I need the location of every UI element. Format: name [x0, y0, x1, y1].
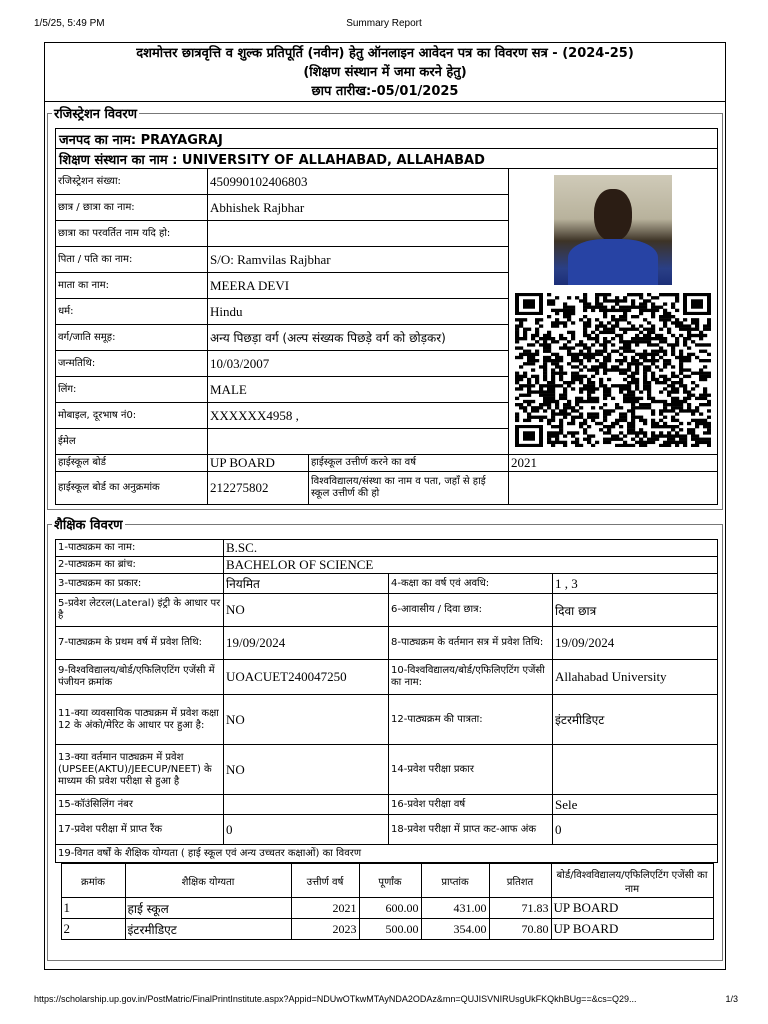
academic-label: 15-कॉउंसिलिंग नंबर: [56, 795, 224, 815]
academic-value: दिवा छात्र: [553, 594, 718, 627]
qual-cell: 354.00: [421, 919, 489, 940]
academic-label: 10-विश्वविद्यालय/बोर्ड/एफिलिएटिंग एजेंसी का नाम:: [389, 660, 553, 695]
academic-label: 13-क्या वर्तमान पाठ्यक्रम में प्रवेश (UPSEE(AKTU)/JEECUP/NEET) के माध्यम की प्रवेश परीक्षा से हुआ है: [56, 745, 224, 795]
qual-cell: 600.00: [359, 898, 421, 919]
academic-table: [55, 539, 718, 943]
branch-label: 2-पाठ्यक्रम का ब्रांच:: [56, 557, 224, 574]
qual-header: प्रतिशत: [489, 864, 551, 898]
title-divider: [44, 101, 726, 102]
academic-value: Sele: [553, 795, 718, 815]
print-page-number: 1/3: [725, 994, 738, 1004]
academic-value: NO: [224, 745, 389, 795]
academic-value: नियमित: [224, 574, 389, 594]
qual-header: क्रमांक: [61, 864, 125, 898]
course-name-label: 1-पाठ्यक्रम का नाम:: [56, 540, 224, 557]
qualification-wrap: [56, 863, 718, 944]
academic-label: 5-प्रवेश लेटरल(Lateral) इंट्री के आधार पर है: [56, 594, 224, 627]
qual-header: उत्तीर्ण वर्ष: [291, 864, 359, 898]
academic-value: NO: [224, 594, 389, 627]
reg-value: अन्य पिछड़ा वर्ग (अल्प संख्यक पिछड़े वर्ग को छोड़कर): [208, 325, 509, 351]
academic-label: 8-पाठ्यक्रम के वर्तमान सत्र में प्रवेश तिथि:: [389, 627, 553, 660]
qual-cell: 71.83: [489, 898, 551, 919]
photo-qr-cell: [509, 169, 718, 455]
document-title: [45, 44, 725, 101]
qual-cell: 2: [61, 919, 125, 940]
academic-legend: शैक्षिक विवरण: [54, 518, 123, 533]
reg-label: मोबाइल, दूरभाष नं0:: [56, 403, 208, 429]
academic-label: 11-क्या व्यवसायिक पाठ्यक्रम में प्रवेश कक्षा 12 के अंको/मेरिट के आधार पर हुआ है:: [56, 695, 224, 745]
qual-cell: 500.00: [359, 919, 421, 940]
academic-value: [224, 795, 389, 815]
academic-value: 1 , 3: [553, 574, 718, 594]
qual-cell: इंटरमीडिएट: [125, 919, 291, 940]
reg-label: धर्म:: [56, 299, 208, 325]
academic-label: 4-कक्षा का वर्ष एवं अवधि:: [389, 574, 553, 594]
qual-cell: UP BOARD: [551, 919, 713, 940]
title-line-1: दशमोत्तर छात्रवृत्ति व शुल्क प्रतिपूर्ति (नवीन) हेतु ऑनलाइन आवेदन पत्र का विवरण सत्र - (2024-25): [136, 46, 634, 61]
qualification-table: [61, 863, 714, 940]
academic-label: 7-पाठ्यक्रम के प्रथम वर्ष में प्रवेश तिथि:: [56, 627, 224, 660]
reg-value: [208, 429, 509, 455]
hs-board-label: हाईस्कूल बोर्ड: [56, 455, 208, 472]
qual-cell: 2021: [291, 898, 359, 919]
reg-value: 10/03/2007: [208, 351, 509, 377]
branch-value: BACHELOR OF SCIENCE: [224, 557, 718, 574]
qualification-caption: 19-विगत वर्षों के शैक्षिक योग्यता ( हाई स्कूल एवं अन्य उच्चतर कक्षाओं) का विवरण: [56, 845, 718, 863]
qual-header: बोर्ड/विश्वविद्यालय/एफिलिएटिंग एजेंसी का नाम: [551, 864, 713, 898]
academic-value: Allahabad University: [553, 660, 718, 695]
district-name: जनपद का नाम: PRAYAGRAJ: [56, 129, 718, 149]
reg-label: जन्मतिथि:: [56, 351, 208, 377]
academic-label: 9-विश्वविद्यालय/बोर्ड/एफिलिएटिंग एजेंसी में पंजीयन क्रमांक: [56, 660, 224, 695]
academic-value: 19/09/2024: [224, 627, 389, 660]
qual-header: पूर्णांक: [359, 864, 421, 898]
print-page-title: Summary Report: [346, 18, 422, 29]
course-name-value: B.SC.: [224, 540, 718, 557]
qual-header: प्राप्तांक: [421, 864, 489, 898]
reg-label: रजिस्ट्रेशन संख्या:: [56, 169, 208, 195]
table-row: [61, 919, 713, 940]
academic-value: इंटरमीडिएट: [553, 695, 718, 745]
academic-label: 14-प्रवेश परीक्षा प्रकार: [389, 745, 553, 795]
reg-value: XXXXXX4958 ,: [208, 403, 509, 429]
academic-label: 12-पाठ्यक्रम की पात्रता:: [389, 695, 553, 745]
student-photo: [554, 175, 672, 285]
qual-cell: 2023: [291, 919, 359, 940]
browser-print-header: [0, 18, 768, 32]
reg-label: वर्ग/जाति समूह:: [56, 325, 208, 351]
hs-inst-value: [509, 472, 718, 505]
qual-cell: 431.00: [421, 898, 489, 919]
academic-label: 3-पाठ्यक्रम का प्रकार:: [56, 574, 224, 594]
table-row: [61, 898, 713, 919]
institution-name: शिक्षण संस्थान का नाम : UNIVERSITY OF ALLAHABAD, ALLAHABAD: [56, 149, 718, 169]
reg-value: [208, 221, 509, 247]
reg-value: Hindu: [208, 299, 509, 325]
academic-value: UOACUET240047250: [224, 660, 389, 695]
hs-inst-label: विश्वविद्यालय/संस्था का नाम व पता, जहाँ से हाई स्कूल उत्तीर्ण की हो: [309, 472, 509, 505]
academic-label: 6-आवासीय / दिवा छात्र:: [389, 594, 553, 627]
reg-value: 450990102406803: [208, 169, 509, 195]
hs-board-value: UP BOARD: [208, 455, 309, 472]
qr-code-icon: [515, 293, 711, 447]
registration-table: [55, 128, 718, 505]
academic-value: NO: [224, 695, 389, 745]
academic-label: 18-प्रवेश परीक्षा में प्राप्त कट-आफ अंक: [389, 815, 553, 845]
academic-value: 0: [553, 815, 718, 845]
print-url: https://scholarship.up.gov.in/PostMatric/FinalPrintInstitute.aspx?Appid=NDUwOTkwMTAyNDA2ODAz&mn=QUJISVNIRUsgUkFKQkhBUg==&cs=Q29...: [34, 994, 637, 1004]
print-datetime: 1/5/25, 5:49 PM: [34, 18, 105, 29]
academic-label: 17-प्रवेश परीक्षा में प्राप्त रैंक: [56, 815, 224, 845]
reg-value: MALE: [208, 377, 509, 403]
reg-value: MEERA DEVI: [208, 273, 509, 299]
qual-cell: 70.80: [489, 919, 551, 940]
qual-cell: हाई स्कूल: [125, 898, 291, 919]
hs-year-label: हाईस्कूल उत्तीर्ण करने का वर्ष: [309, 455, 509, 472]
registration-legend: रजिस्ट्रेशन विवरण: [54, 107, 138, 122]
reg-label: ईमेल: [56, 429, 208, 455]
reg-label: छात्र / छात्रा का नाम:: [56, 195, 208, 221]
academic-label: 16-प्रवेश परीक्षा वर्ष: [389, 795, 553, 815]
academic-value: 19/09/2024: [553, 627, 718, 660]
reg-label: लिंग:: [56, 377, 208, 403]
hs-roll-label: हाईस्कूल बोर्ड का अनुक्रमांक: [56, 472, 208, 505]
hs-roll-value: 212275802: [208, 472, 309, 505]
academic-value: [553, 745, 718, 795]
academic-value: 0: [224, 815, 389, 845]
qual-cell: 1: [61, 898, 125, 919]
title-line-2: (शिक्षण संस्थान में जमा करने हेतु): [303, 65, 467, 80]
browser-print-footer: [0, 994, 768, 1008]
reg-label: छात्रा का परवर्तित नाम यदि हो:: [56, 221, 208, 247]
qual-cell: UP BOARD: [551, 898, 713, 919]
reg-label: पिता / पति का नाम:: [56, 247, 208, 273]
qual-header: शैक्षिक योग्यता: [125, 864, 291, 898]
reg-value: Abhishek Rajbhar: [208, 195, 509, 221]
title-line-3: छाप तारीख:-05/01/2025: [311, 84, 459, 99]
reg-value: S/O: Ramvilas Rajbhar: [208, 247, 509, 273]
hs-year-value: 2021: [509, 455, 718, 472]
reg-label: माता का नाम:: [56, 273, 208, 299]
